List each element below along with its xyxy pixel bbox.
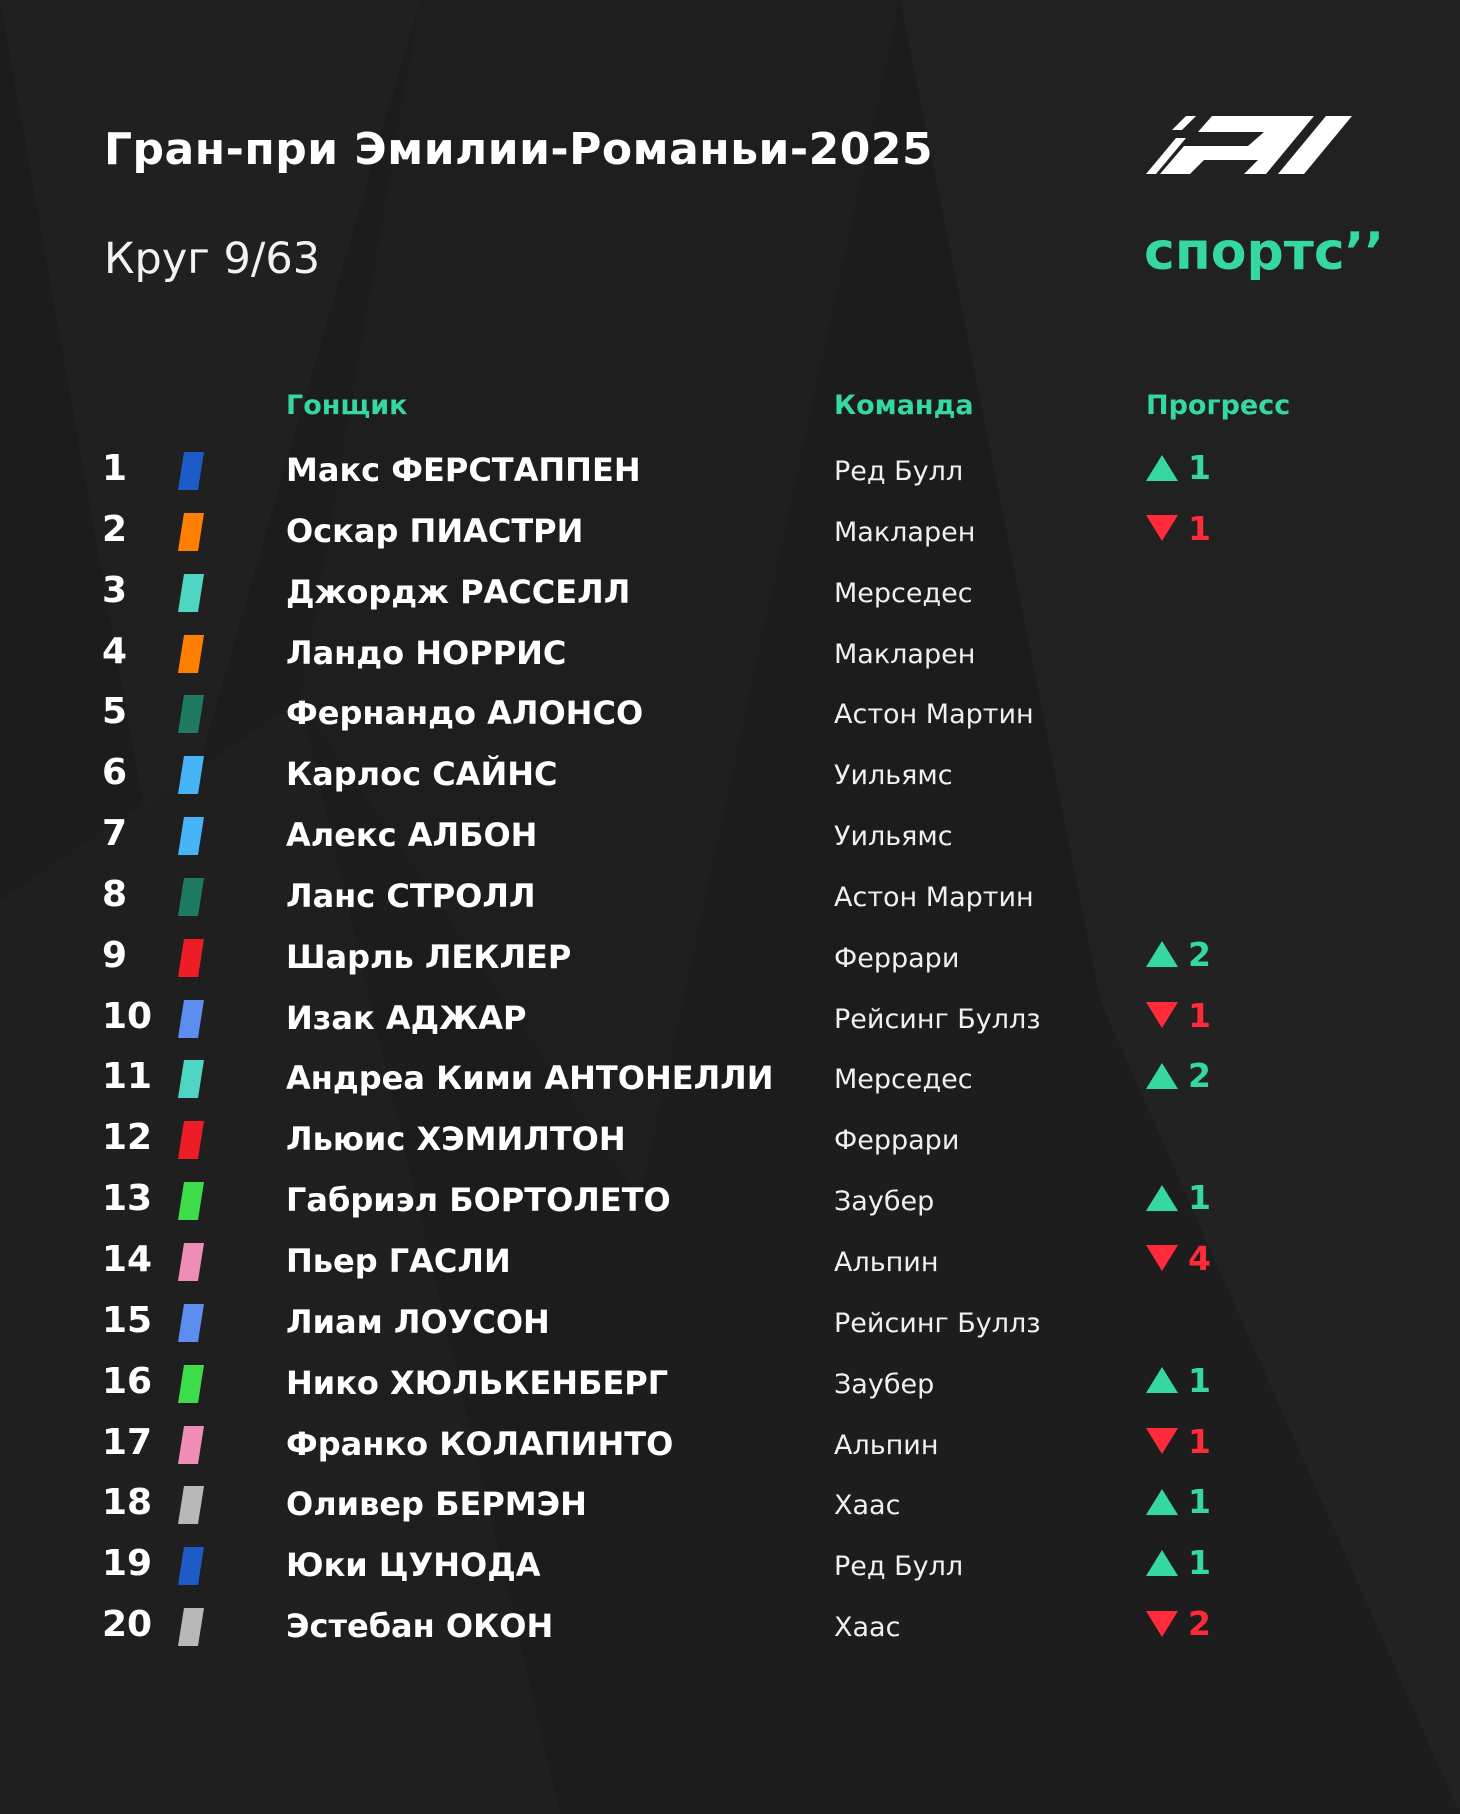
team-name: Рейсинг Буллз [834, 1003, 1041, 1035]
driver-name: Эстебан ОКОН [286, 1607, 554, 1646]
position-number: 8 [102, 873, 128, 915]
position-change-value: 1 [1188, 1421, 1211, 1461]
position-change-value: 1 [1188, 1178, 1211, 1218]
team-color-flag-icon [178, 452, 204, 490]
position-change-value: 1 [1188, 1543, 1211, 1583]
position-change-value: 1 [1188, 508, 1211, 548]
team-name: Астон Мартин [834, 881, 1034, 913]
team-name: Феррари [834, 942, 960, 974]
arrow-down-icon [1146, 1002, 1178, 1028]
position-change [1146, 1239, 1211, 1283]
driver-name: Андреа Кими АНТОНЕЛЛИ [286, 1059, 774, 1098]
team-color-flag-icon [178, 939, 204, 977]
standings-row [0, 1292, 1460, 1353]
arrow-up-icon [1146, 455, 1178, 481]
team-name: Феррари [834, 1125, 960, 1157]
standings-row [0, 501, 1460, 562]
team-name: Хаас [834, 1612, 901, 1644]
team-name: Заубер [834, 1368, 935, 1400]
position-number: 1 [102, 448, 128, 489]
standings-row [0, 1109, 1460, 1170]
driver-name: Изак АДЖАР [286, 998, 527, 1037]
driver-name: Джордж РАССЕЛЛ [286, 572, 631, 611]
team-name: Макларен [834, 516, 976, 548]
arrow-down-icon [1146, 1611, 1178, 1637]
driver-name: Алекс АЛБОН [286, 816, 538, 855]
team-color-flag-icon [178, 1243, 204, 1281]
team-color-flag-icon [178, 1304, 204, 1342]
position-change [1146, 935, 1211, 979]
position-change [1146, 1543, 1211, 1587]
team-name: Альпин [834, 1246, 939, 1278]
team-name: Ред Булл [834, 1551, 964, 1583]
position-change-value: 1 [1188, 1482, 1211, 1522]
team-color-flag-icon [178, 1000, 204, 1038]
driver-name: Оскар ПИАСТРИ [286, 511, 584, 550]
team-name: Мерседес [834, 577, 973, 609]
column-header-team: Команда [834, 390, 974, 421]
position-change [1146, 1361, 1211, 1405]
arrow-up-icon [1146, 1489, 1178, 1515]
position-number: 12 [102, 1117, 153, 1159]
team-color-flag-icon [178, 756, 204, 794]
position-change-value: 1 [1188, 1360, 1211, 1400]
team-color-flag-icon [178, 1608, 204, 1646]
f1-logo-icon [1146, 116, 1356, 174]
standings-row [0, 866, 1460, 927]
standings-row [0, 1231, 1460, 1292]
team-name: Макларен [834, 638, 976, 670]
position-change-value: 1 [1188, 995, 1211, 1035]
position-change-value: 2 [1188, 1604, 1211, 1644]
arrow-down-icon [1146, 1245, 1178, 1271]
team-color-flag-icon [178, 695, 204, 733]
standings-row [0, 1414, 1460, 1475]
team-name: Заубер [834, 1186, 935, 1218]
driver-name: Габриэл БОРТОЛЕТО [286, 1181, 671, 1220]
position-change-value: 4 [1188, 1238, 1211, 1278]
standings-row [0, 1170, 1460, 1231]
driver-name: Фернандо АЛОНСО [286, 694, 644, 733]
standings-row [0, 1535, 1460, 1596]
position-change [1146, 448, 1211, 492]
standings-row [0, 927, 1460, 988]
position-change [1146, 1056, 1211, 1100]
position-change [1146, 996, 1211, 1040]
standings-list [0, 440, 1460, 1657]
position-number: 16 [102, 1360, 153, 1402]
standings-row [0, 744, 1460, 805]
position-number: 5 [102, 691, 128, 733]
arrow-up-icon [1146, 1063, 1178, 1089]
position-change [1146, 1604, 1211, 1648]
team-color-flag-icon [178, 1426, 204, 1464]
team-color-flag-icon [178, 1182, 204, 1220]
position-change [1146, 1178, 1211, 1222]
driver-name: Ланс СТРОЛЛ [286, 876, 536, 915]
team-color-flag-icon [178, 1121, 204, 1159]
team-name: Ред Булл [834, 456, 964, 487]
position-number: 20 [102, 1604, 153, 1646]
sports-brand-logo: спортс’’ [1144, 222, 1385, 282]
position-change [1146, 1482, 1211, 1526]
standings-row [0, 440, 1460, 501]
position-number: 10 [102, 995, 153, 1037]
driver-name: Шарль ЛЕКЛЕР [286, 937, 572, 976]
team-color-flag-icon [178, 1365, 204, 1403]
arrow-up-icon [1146, 1367, 1178, 1393]
team-name: Рейсинг Буллз [834, 1307, 1041, 1339]
position-number: 13 [102, 1178, 153, 1220]
driver-name: Ландо НОРРИС [286, 633, 567, 672]
position-number: 19 [102, 1543, 153, 1585]
position-number: 6 [102, 752, 128, 794]
driver-name: Лиам ЛОУСОН [286, 1302, 550, 1341]
driver-name: Макс ФЕРСТАППЕН [286, 451, 641, 489]
driver-name: Пьер ГАСЛИ [286, 1241, 511, 1280]
position-number: 2 [102, 508, 128, 550]
position-change-value: 1 [1188, 448, 1211, 487]
standings-row [0, 623, 1460, 684]
standings-row [0, 1596, 1460, 1657]
standings-row [0, 805, 1460, 866]
position-number: 9 [102, 934, 128, 976]
position-number: 18 [102, 1482, 153, 1524]
position-number: 14 [102, 1238, 153, 1280]
arrow-down-icon [1146, 1428, 1178, 1454]
driver-name: Франко КОЛАПИНТО [286, 1424, 674, 1463]
position-number: 7 [102, 813, 128, 855]
arrow-down-icon [1146, 515, 1178, 541]
team-color-flag-icon [178, 1547, 204, 1585]
standings-row [0, 562, 1460, 623]
position-change [1146, 1422, 1211, 1466]
page-title: Гран-при Эмилии-Романьи-2025 [104, 124, 934, 175]
team-name: Астон Мартин [834, 699, 1034, 731]
position-number: 4 [102, 630, 128, 672]
driver-name: Оливер БЕРМЭН [286, 1485, 587, 1524]
column-header-progress: Прогресс [1146, 390, 1291, 421]
team-name: Мерседес [834, 1064, 973, 1096]
position-number: 17 [102, 1421, 153, 1463]
team-color-flag-icon [178, 878, 204, 916]
driver-name: Нико ХЮЛЬКЕНБЕРГ [286, 1363, 669, 1402]
arrow-up-icon [1146, 1550, 1178, 1576]
standings-row [0, 1353, 1460, 1414]
team-color-flag-icon [178, 513, 204, 551]
arrow-up-icon [1146, 941, 1178, 967]
standings-row [0, 1048, 1460, 1109]
position-number: 11 [102, 1056, 153, 1098]
standings-row [0, 988, 1460, 1049]
column-header-driver: Гонщик [286, 390, 408, 421]
standings-row [0, 1474, 1460, 1535]
driver-name: Юки ЦУНОДА [286, 1546, 541, 1585]
position-change-value: 2 [1188, 934, 1211, 974]
lap-counter: Круг 9/63 [104, 234, 321, 284]
position-change [1146, 509, 1211, 553]
team-color-flag-icon [178, 635, 204, 673]
team-name: Хаас [834, 1490, 901, 1522]
driver-name: Льюис ХЭМИЛТОН [286, 1120, 626, 1159]
position-number: 15 [102, 1299, 153, 1341]
driver-name: Карлос САЙНС [286, 755, 558, 794]
team-name: Альпин [834, 1429, 939, 1461]
arrow-up-icon [1146, 1185, 1178, 1211]
position-change-value: 2 [1188, 1056, 1211, 1096]
team-color-flag-icon [178, 574, 204, 612]
team-color-flag-icon [178, 817, 204, 855]
team-name: Уильямс [834, 760, 953, 792]
position-number: 3 [102, 569, 128, 611]
team-color-flag-icon [178, 1060, 204, 1098]
team-name: Уильямс [834, 821, 953, 853]
standings-row [0, 683, 1460, 744]
team-color-flag-icon [178, 1486, 204, 1524]
